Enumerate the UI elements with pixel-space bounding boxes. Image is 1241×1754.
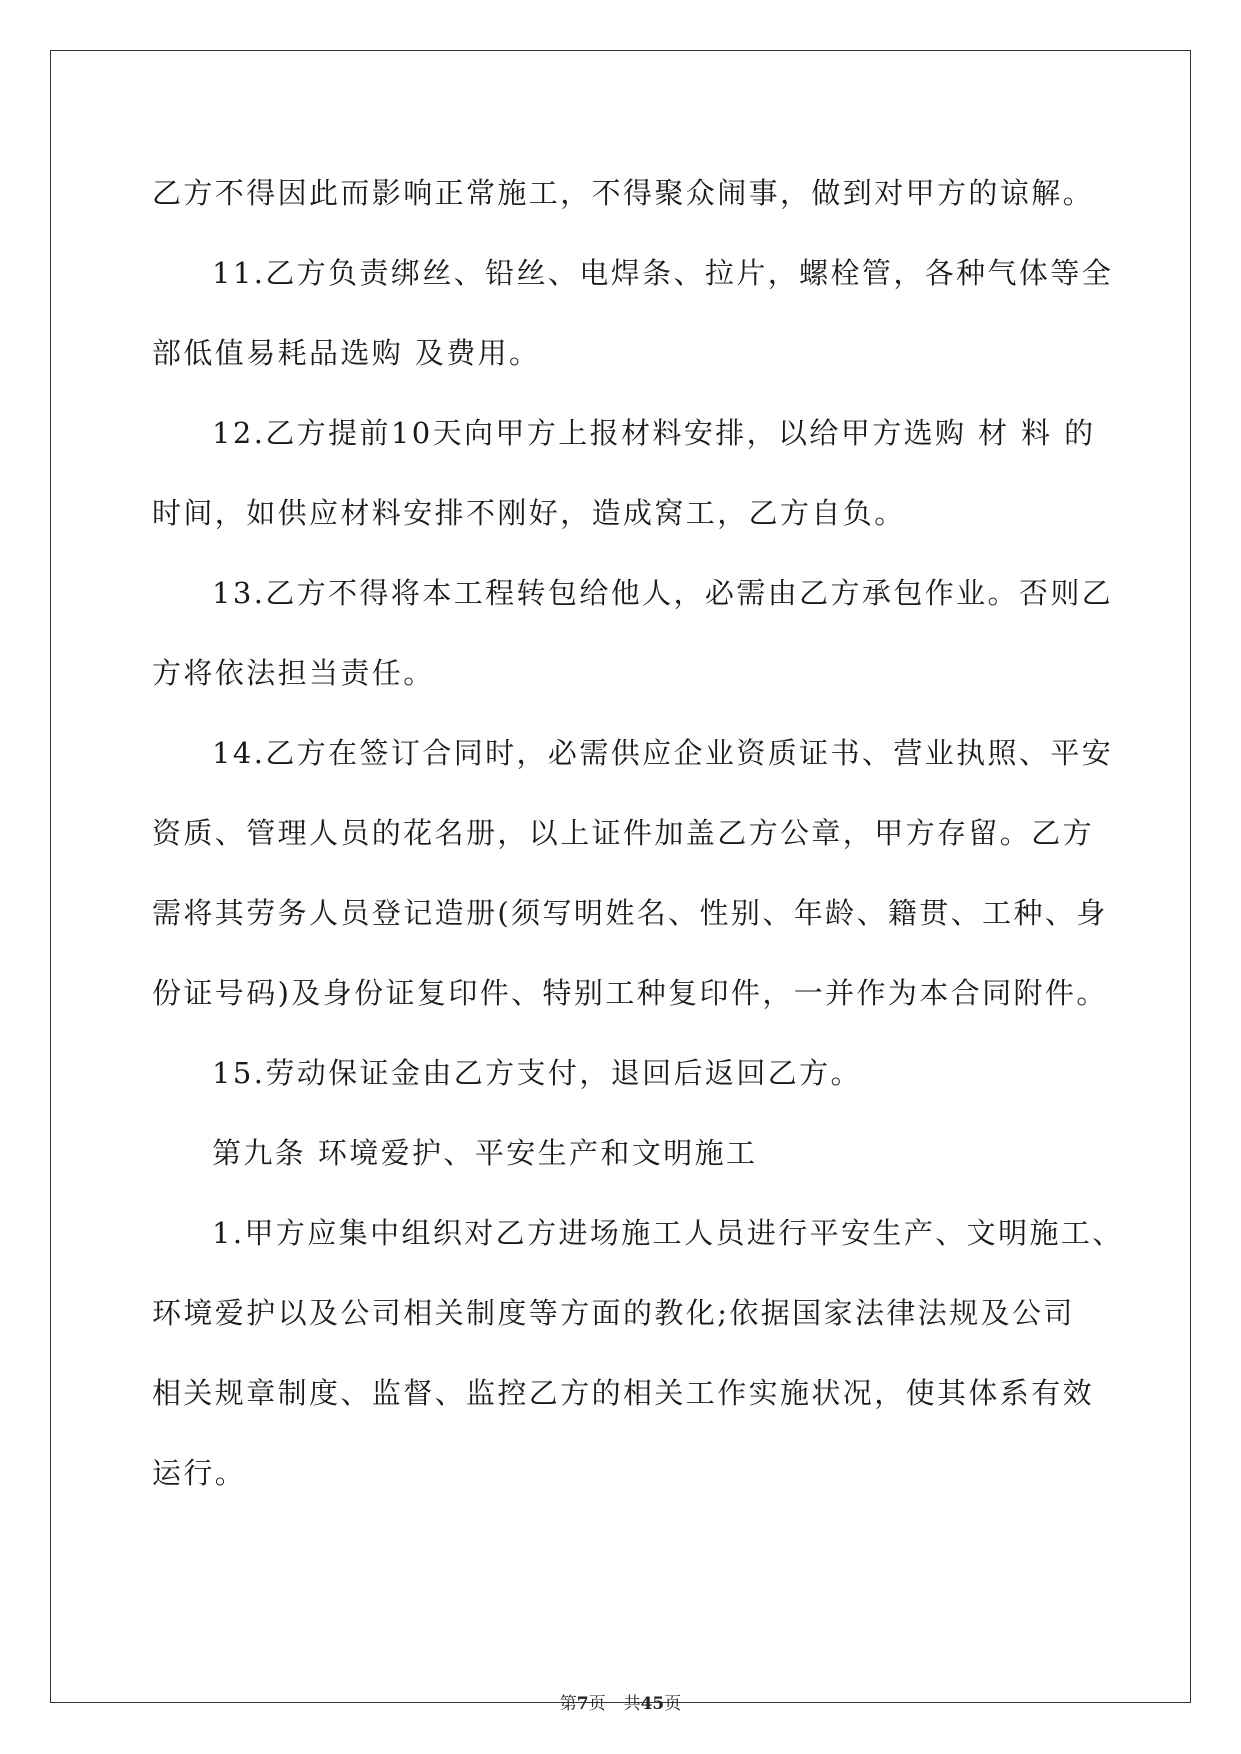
text-line: 环境爱护以及公司相关制度等方面的教化;依据国家法律法规及公司 bbox=[152, 1296, 1075, 1330]
text-line: 需将其劳务人员登记造册(须写明姓名、性别、年龄、籍贯、工种、身 bbox=[152, 896, 1108, 930]
text-line: 时间，如供应材料安排不刚好，造成窝工，乙方自负。 bbox=[152, 496, 906, 530]
page-footer bbox=[0, 1692, 1241, 1716]
page-prefix: 第 bbox=[559, 1694, 577, 1714]
total-suffix: 页 bbox=[664, 1694, 682, 1714]
text-line: 1.甲方应集中组织对乙方进场施工人员进行平安生产、文明施工、 bbox=[212, 1216, 1124, 1250]
text-line: 12.乙方提前10天向甲方上报材料安排，以给甲方选购 材 料 的 bbox=[212, 416, 1096, 450]
text-line: 部低值易耗品选购 及费用。 bbox=[152, 336, 541, 370]
text-line: 15.劳动保证金由乙方支付，退回后返回乙方。 bbox=[212, 1056, 862, 1090]
section-heading: 第九条 环境爱护、平安生产和文明施工 bbox=[212, 1136, 758, 1170]
text-line: 乙方不得因此而影响正常施工，不得聚众闹事，做到对甲方的谅解。 bbox=[152, 176, 1095, 210]
text-line: 11.乙方负责绑丝、铅丝、电焊条、拉片，螺栓管，各种气体等全 bbox=[212, 256, 1114, 290]
text-line: 相关规章制度、监督、监控乙方的相关工作实施状况，使其体系有效 bbox=[152, 1376, 1095, 1410]
page-total: 45 bbox=[640, 1694, 665, 1714]
page-mid: 页 bbox=[588, 1694, 606, 1714]
page-current: 7 bbox=[576, 1694, 589, 1714]
text-line: 资质、管理人员的花名册，以上证件加盖乙方公章，甲方存留。乙方 bbox=[152, 816, 1095, 850]
text-line: 份证号码)及身份证复印件、特别工种复印件，一并作为本合同附件。 bbox=[152, 976, 1108, 1010]
total-prefix: 共 bbox=[623, 1694, 641, 1714]
text-line: 14.乙方在签订合同时，必需供应企业资质证书、营业执照、平安 bbox=[212, 736, 1114, 770]
text-line: 方将依法担当责任。 bbox=[152, 656, 435, 690]
text-line: 13.乙方不得将本工程转包给他人，必需由乙方承包作业。否则乙 bbox=[212, 576, 1114, 610]
text-line: 运行。 bbox=[152, 1456, 247, 1490]
